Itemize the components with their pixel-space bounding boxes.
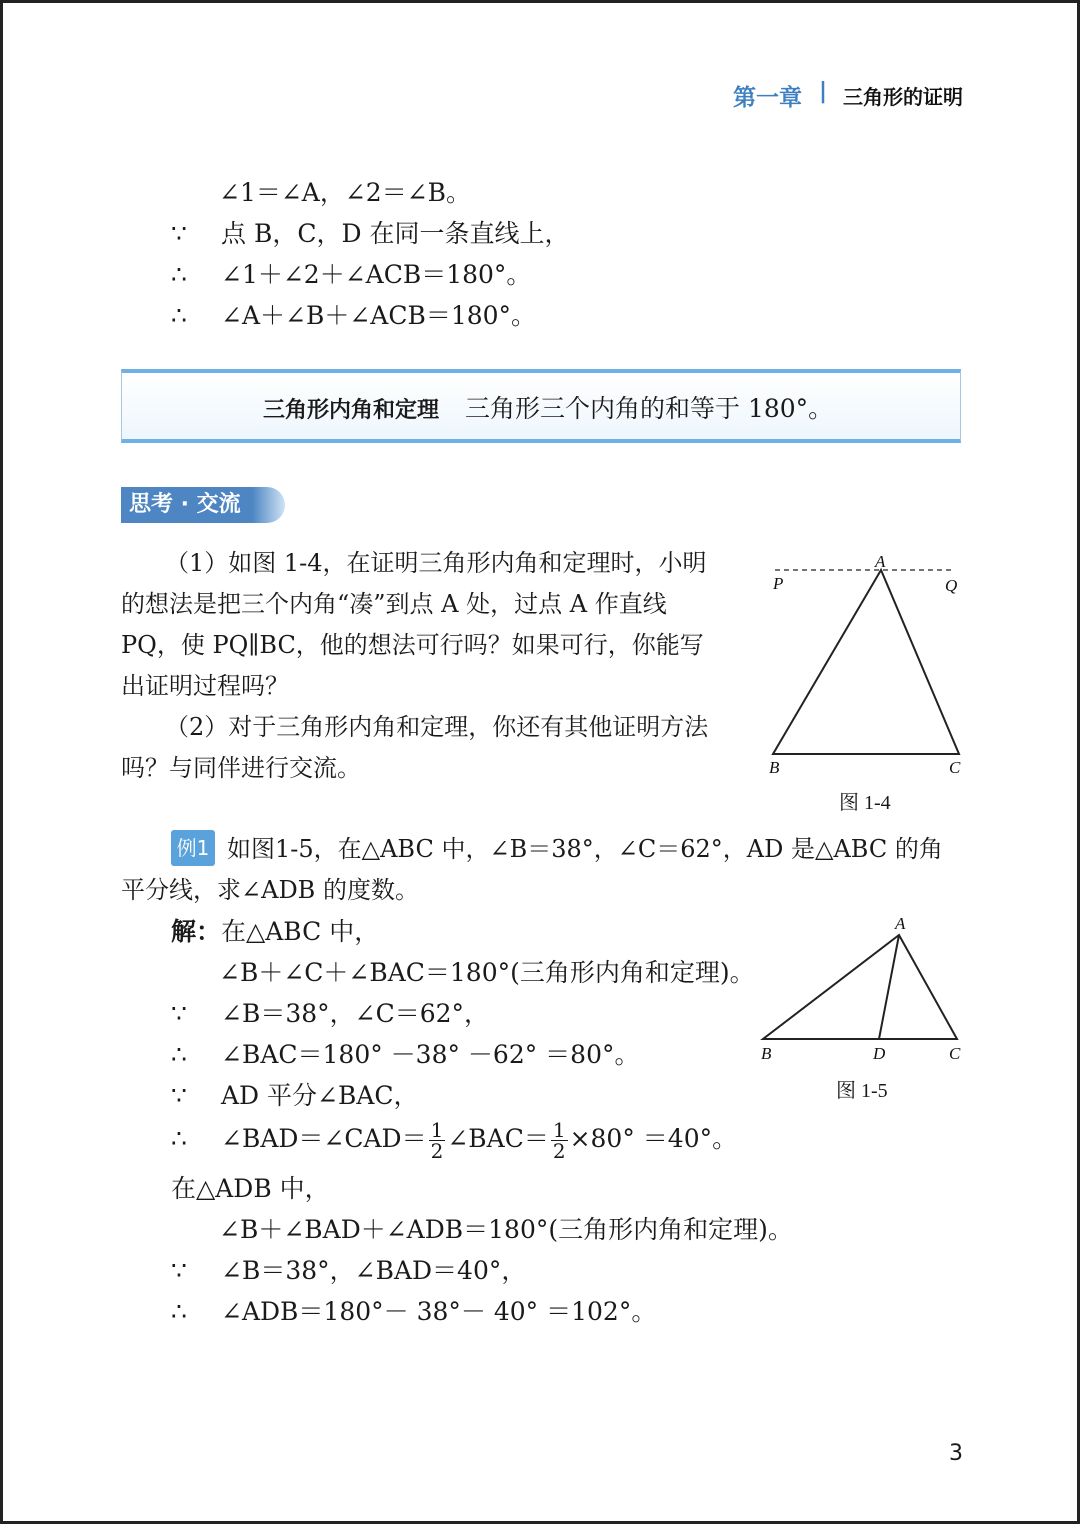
figure-1-5 <box>753 913 973 1069</box>
figure-1-5-caption: 图 1-5 <box>836 1080 888 1102</box>
fraction-one-half <box>429 1120 446 1161</box>
fraction-one-half <box>551 1120 568 1161</box>
solution-line-10 <box>171 1294 656 1330</box>
proof-line-4 <box>171 298 536 334</box>
therefore-symbol: ∴ <box>171 1040 187 1069</box>
chapter-title: 三角形的证明 <box>843 85 963 109</box>
solution-line-5 <box>171 1078 419 1114</box>
example-statement-line-1: 如图1-5，在△ABC 中，∠B＝38°，∠C＝62°，AD 是△ABC 的角 <box>227 835 943 863</box>
example-statement-line-2: 平分线，求∠ADB 的度数。 <box>121 876 419 904</box>
proof-line-2 <box>171 216 569 252</box>
solution-line-4-text: ∠BAC＝180° －38° －62° ＝80°。 <box>221 1040 640 1069</box>
proof-line-3-text: ∠1＋∠2＋∠ACB＝180°。 <box>221 260 532 289</box>
label-d: D <box>873 1044 886 1063</box>
because-symbol: ∵ <box>171 999 187 1028</box>
solution-line-10-text: ∠ADB＝180°－ 38°－ 40° ＝102°。 <box>221 1297 657 1326</box>
proof-line-2-text: 点 B，C，D 在同一条直线上， <box>221 219 570 248</box>
think-q1-line-3: PQ，使 PQ∥BC，他的想法可行吗？如果可行，你能写 <box>121 631 704 659</box>
solution-line-1 <box>171 914 379 950</box>
theorem-name: 三角形内角和定理 <box>263 398 440 423</box>
solution-line-7: 在△ADB 中， <box>171 1174 330 1203</box>
solution-line-9-text: ∠B＝38°，∠BAD＝40°， <box>221 1256 527 1285</box>
because-symbol: ∵ <box>171 219 187 248</box>
because-symbol: ∵ <box>171 1256 187 1285</box>
think-q2-line-1: （2）对于三角形内角和定理，你还有其他证明方法 <box>165 713 709 741</box>
therefore-symbol: ∴ <box>171 260 187 289</box>
label-b: B <box>761 1044 772 1063</box>
because-symbol: ∵ <box>171 1081 187 1110</box>
solution-line-8: ∠B＋∠BAD＋∠ADB＝180°(三角形内角和定理)。 <box>219 1215 793 1244</box>
solution-line-2: ∠B＋∠C＋∠BAC＝180°(三角形内角和定理)。 <box>219 958 755 987</box>
solution-label: 解： <box>171 917 222 946</box>
solution-line-6-part-a: ∠BAD＝∠CAD＝ <box>221 1124 427 1153</box>
example-tag: 例1 <box>171 830 215 866</box>
header-separator: | <box>819 79 828 104</box>
proof-line-1: ∠1＝∠A，∠2＝∠B。 <box>219 178 472 207</box>
solution-line-3-text: ∠B＝38°，∠C＝62°， <box>221 999 490 1028</box>
fraction-denominator: 2 <box>552 1139 566 1163</box>
fraction-numerator: 1 <box>430 1118 444 1142</box>
therefore-symbol: ∴ <box>171 301 187 330</box>
solution-line-4 <box>171 1037 640 1073</box>
bisector-ad <box>879 935 899 1039</box>
solution-line-3 <box>171 996 489 1032</box>
solution-line-6-part-b: ∠BAC＝ <box>447 1124 549 1153</box>
think-q1-line-1: （1）如图 1-4，在证明三角形内角和定理时，小明 <box>165 549 707 577</box>
therefore-symbol: ∴ <box>171 1124 187 1153</box>
theorem-statement: 三角形三个内角的和等于 180°。 <box>465 394 834 423</box>
solution-line-9 <box>171 1253 526 1289</box>
solution-line-6-part-c: ×80° ＝40°。 <box>569 1124 738 1153</box>
page-number: 3 <box>949 1441 963 1466</box>
think-q1-line-4: 出证明过程吗？ <box>121 672 289 700</box>
fraction-denominator: 2 <box>430 1139 444 1163</box>
label-a: A <box>875 552 886 571</box>
figure-1-4 <box>759 551 979 781</box>
solution-line-1-text: 在△ABC 中， <box>221 917 380 946</box>
think-q1-line-2: 的想法是把三个内角“凑”到点 A 处，过点 A 作直线 <box>121 590 667 618</box>
solution-line-5-text: AD 平分∠BAC， <box>221 1081 419 1110</box>
label-p: P <box>773 574 784 593</box>
solution-line-6 <box>171 1115 737 1163</box>
triangle-abc <box>763 935 957 1039</box>
triangle-abc <box>773 570 959 754</box>
figure-1-4-caption: 图 1-4 <box>839 792 891 814</box>
label-a: A <box>895 914 906 933</box>
label-c: C <box>949 1044 961 1063</box>
therefore-symbol: ∴ <box>171 1297 187 1326</box>
theorem-text <box>263 391 833 429</box>
think-discuss-label: 思考 · 交流 <box>129 492 241 517</box>
label-q: Q <box>945 576 958 595</box>
label-c: C <box>949 758 961 777</box>
label-b: B <box>769 758 780 777</box>
proof-line-4-text: ∠A＋∠B＋∠ACB＝180°。 <box>221 301 537 330</box>
fraction-numerator: 1 <box>552 1118 566 1142</box>
proof-line-3 <box>171 257 531 293</box>
chapter-label: 第一章 <box>733 85 802 111</box>
think-q2-line-2: 吗？与同伴进行交流。 <box>121 754 361 782</box>
